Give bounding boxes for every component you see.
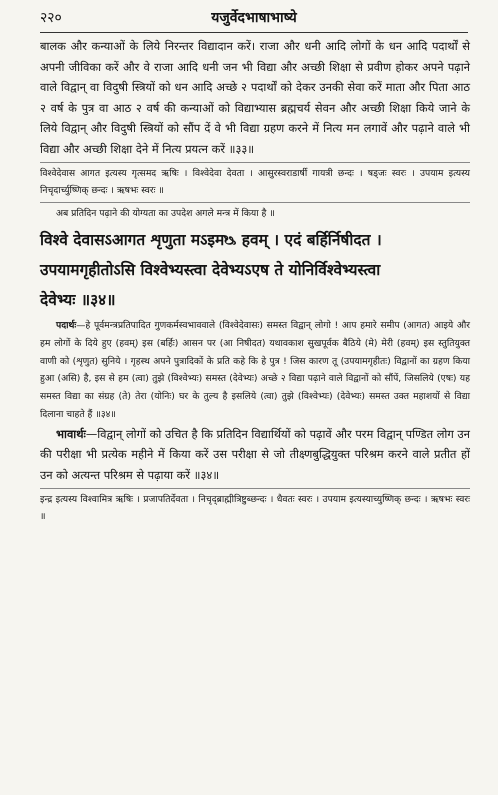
page-body: [40, 36, 470, 526]
padartha-label: पदार्थः: [56, 319, 77, 331]
mantra-line-3: देवेभ्यः ॥३४॥: [40, 290, 116, 309]
bhavartha-label: भावार्थः: [56, 426, 86, 441]
bhavartha-text: —विद्वान् लोगों को उचित है कि प्रतिदिन विद्यार्थियों को पढ़ावें और परम विद्वान् पण्डित लोग उन की परीक्षा भी प्रत्येक महीने में किया करें उस परीक्षा से जो तीक्ष्णबुद्धियुक्त परिश्रम करने वाले प्रतीत हों उन को अत्यन्त परिश्रम से पढ़ाया करें ॥३४॥: [40, 426, 470, 482]
mantra-verse: [40, 225, 470, 315]
mantra-intro-text: अब प्रतिदिन पढ़ाने की योग्यता का उपदेश अगले मन्त्र में किया है ॥: [56, 208, 275, 220]
padartha-text: —हे पूर्वमन्त्रप्रतिपादित गुणकर्मस्वभाववाले (विश्वेदेवासः) समस्त विद्वान् लोगो ! आप हमारे समीप (आगत) आइये और हम लोगों के दिये हुए (हवम्) इस (बर्हिः) आसन पर (आ निषीदत) यथावकाश सुखपूर्वक बैठिये (मे) मेरी (हवम्) इस स्तुतियुक्त वाणी को (शृणुत) सुनिये । गृहस्थ अपने पुत्रादिकों के प्रति कहे कि हे पुत्र ! जिस कारण तू (उपयामगृहीतः) विद्वानों का ग्रहण किया हुआ (असि) है, इस से हम (त्वा) तुझे (विश्वेभ्यः) समस्त (देवेभ्यः) अच्छे २ विद्या पढ़ाने वाले विद्वानों को सौंपें, जिसलिये (एषः) यह समस्त विद्या का संग्रह (ते) तेरा (योनिः) घर के तुल्य है इसलिये (त्वा) तुझे (विश्वेभ्यः) (देवेभ्यः) समस्त उक्त महाशयों से विद्या दिलाना चाहते हैं ॥३४॥: [40, 319, 470, 420]
bhavartha-paragraph: [40, 424, 470, 486]
mantra-line-2: उपयामगृहीतोऽसि विश्वेभ्यस्त्वा देवेभ्यऽएष ते योनिर्विश्वेभ्यस्त्वा: [40, 260, 381, 279]
mantra-line-1: विश्वे देवासऽआगत शृणुता मऽइमᳬ हवम् । एदं बर्हिर्निषीदत ।: [40, 230, 382, 249]
padartha-paragraph: [40, 317, 470, 424]
rule-divider-bottom: [40, 202, 470, 203]
running-title: यजुर्वेदभाषाभाष्ये: [211, 10, 297, 26]
rule-divider-top: [40, 162, 470, 163]
rule-divider-final: [40, 488, 470, 489]
next-anukramani: इन्द्र इत्यस्य विश्वामित्र ऋषिः । प्रजापतिर्देवता । निचृद्ब्राह्मीत्रिष्टुब्छन्दः । धैवतः स्वरः । उपयाम इत्यस्याच्युष्णिक् छन्दः । ऋषभः स्वरः ॥: [40, 493, 470, 523]
running-header: [40, 6, 468, 33]
page-number: २२०: [40, 10, 62, 26]
mantra-intro: [40, 205, 470, 223]
previous-anukramani: विश्वेदेवास आगत इत्यस्य गृत्समद ऋषिः । विश्वेदेवा देवता । आसुरस्वराडार्षी गायत्री छन्दः । षड्जः स्वरः । उपयाम इत्यस्य निचृदार्च्युष्णिक् छन्दः । ऋषभः स्वरः ॥: [40, 167, 470, 197]
previous-bhavartha-paragraph: बालक और कन्याओं के लिये निरन्तर विद्यादान करें। राजा और धनी आदि लोगों के धन आदि पदार्थों से अपनी जीविका करें और वे राजा आदि धनी जन भी विद्या और अच्छी शिक्षा से प्रवीण होकर अपने पढ़ाने वाले विद्वान् वा विदुषी स्त्रियों को धन आदि अच्छे २ पदार्थों को देकर उनकी सेवा करें माता और पिता आठ २ वर्ष के पुत्र वा आठ २ वर्ष की कन्याओं को विद्याभ्यास ब्रह्मचर्य सेवन और अच्छी शिक्षा किये जाने के लिये विद्वान् और विदुषी स्त्रियों को सौंप दें वे भी विद्या ग्रहण करने में नित्य मन लगावें और पढ़ाने वाले भी विद्या और अच्छी शिक्षा देने में नित्य प्रयत्न करें ॥३३॥: [40, 39, 470, 156]
